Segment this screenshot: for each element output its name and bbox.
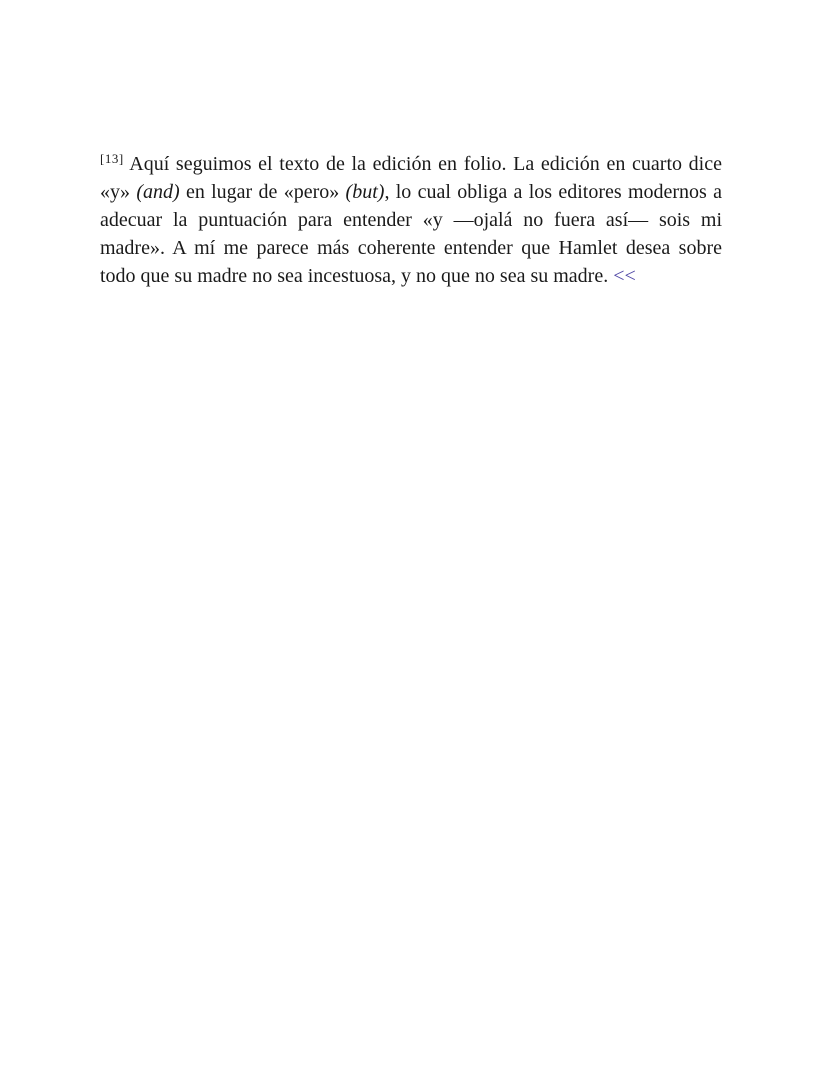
footnote-paragraph <box>100 150 722 290</box>
footnote-text-2: en lugar de «pero» <box>179 181 346 203</box>
footnote-italic-but: (but) <box>345 181 385 203</box>
footnote-back-link[interactable]: << <box>613 265 636 287</box>
footnote-italic-and: (and) <box>136 181 180 203</box>
footnote-text-3: , lo cual obliga a los editores modernos a adecuar la puntuación para entender «y —ojalá no fuera así— sois mi madre». A mí me parece más coherente entender que Hamlet desea sobre todo que su madre no sea incestuosa, y no que no sea su madre. <box>100 181 723 287</box>
footnote-marker: [13] <box>100 151 124 166</box>
footnote-text-1: Aquí seguimos el texto de la edición en folio. La edición en cuarto dice «y» <box>100 153 722 203</box>
